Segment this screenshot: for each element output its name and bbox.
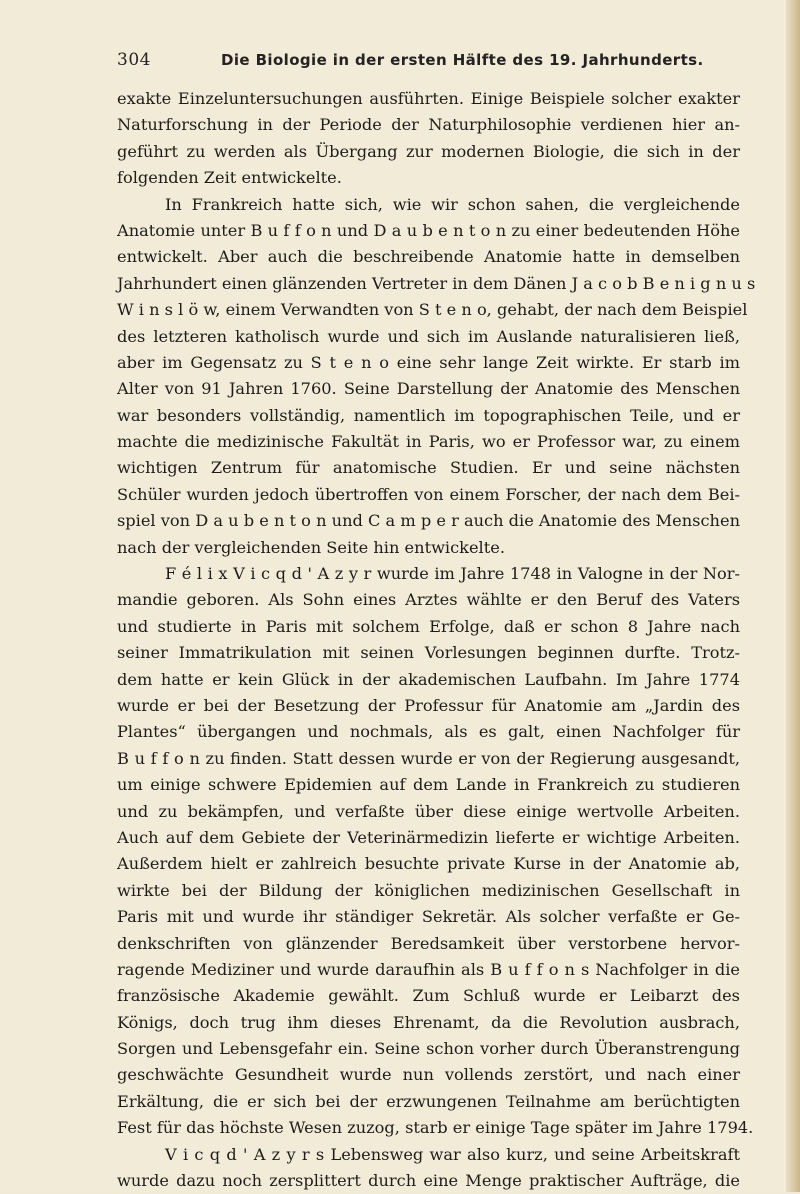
body-text — [117, 86, 756, 1194]
text-line: Plantes“ übergangen und nochmals, als es galt, einen Nachfolger für — [117, 722, 740, 742]
text-line: machte die medizinische Fakultät in Paris, wo er Professor war, zu einem — [117, 432, 740, 452]
page-edge — [786, 0, 800, 1192]
text-line: des letzteren katholisch wurde und sich im Auslande naturalisieren ließ, — [117, 326, 740, 346]
text-line: W i n s l ö w, einem Verwandten von S t e n o, gehabt, der nach dem Beispiel — [117, 300, 748, 320]
text-line: Auch auf dem Gebiete der Veterinärmedizin lieferte er wichtige Arbeiten. — [117, 827, 740, 847]
text-line: wirkte bei der Bildung der königlichen medizinischen Gesellschaft in — [117, 880, 740, 900]
text-line: französische Akademie gewählt. Zum Schluß wurde er Leibarzt des — [117, 986, 740, 1006]
text-line: B u f f o n zu finden. Statt dessen wurde er von der Regierung ausgesandt, — [117, 748, 740, 768]
text-line: ragende Mediziner und wurde daraufhin als B u f f o n s Nachfolger in die — [117, 959, 740, 979]
text-line: Außerdem hielt er zahlreich besuchte private Kurse in der Anatomie ab, — [117, 854, 740, 874]
text-line: war besonders vollständig, namentlich im topographischen Teile, und er — [117, 405, 740, 425]
text-line: Naturforschung in der Periode der Naturphilosophie verdienen hier an- — [117, 115, 740, 135]
text-line: und studierte in Paris mit solchem Erfolge, daß er schon 8 Jahre nach — [117, 616, 740, 636]
text-line: mandie geboren. Als Sohn eines Arztes wählte er den Beruf des Vaters — [117, 590, 740, 610]
text-line: Königs, doch trug ihm dieses Ehrenamt, da die Revolution ausbrach, — [117, 1012, 740, 1032]
text-line: und zu bekämpfen, und verfaßte über diese einige wertvolle Arbeiten. — [117, 801, 740, 821]
text-line: Fest für das höchste Wesen zuzog, starb er einige Tage später im Jahre 1794. — [117, 1118, 754, 1138]
text-line: Paris mit und wurde ihr ständiger Sekretär. Als solcher verfaßte er Ge- — [117, 907, 740, 927]
text-line: wurde dazu noch zersplittert durch eine Menge praktischer Aufträge, die — [117, 1171, 740, 1191]
running-head: Die Biologie in der ersten Hälfte des 19. Jahrhunderts. — [221, 51, 704, 69]
text-line: dem hatte er kein Glück in der akademischen Laufbahn. Im Jahre 1774 — [117, 669, 740, 689]
text-line: wurde er bei der Besetzung der Professur für Anatomie am „Jardin des — [117, 695, 740, 715]
text-line: Alter von 91 Jahren 1760. Seine Darstellung der Anatomie des Menschen — [117, 379, 740, 399]
text-line: um einige schwere Epidemien auf dem Lande in Frankreich zu studieren — [117, 775, 740, 795]
text-line: geführt zu werden als Übergang zur modernen Biologie, die sich in der — [117, 141, 740, 161]
text-line: Sorgen und Lebensgefahr ein. Seine schon vorher durch Überanstrengung — [117, 1039, 740, 1059]
text-line: In Frankreich hatte sich, wie wir schon sahen, die vergleichende — [165, 194, 740, 214]
text-line: exakte Einzeluntersuchungen ausführten. Einige Beispiele solcher exakter — [117, 89, 740, 108]
text-line: wichtigen Zentrum für anatomische Studien. Er und seine nächsten — [117, 458, 740, 478]
text-line: F é l i x V i c q d ' A z y r wurde im Jahre 1748 in Valogne in der Nor- — [165, 564, 740, 584]
text-line: spiel von D a u b e n t o n und C a m p e r auch die Anatomie des Menschen — [117, 511, 740, 531]
text-line: seiner Immatrikulation mit seinen Vorlesungen beginnen durfte. Trotz- — [117, 643, 740, 663]
text-line: entwickelt. Aber auch die beschreibende Anatomie hatte in demselben — [117, 247, 740, 267]
text-line: Erkältung, die er sich bei der erzwungenen Teilnahme am berüchtigten — [117, 1091, 740, 1111]
page-number: 304 — [117, 50, 151, 70]
text-line: V i c q d ' A z y r s Lebensweg war also kurz, und seine Arbeitskraft — [165, 1144, 740, 1164]
text-line: denkschriften von glänzender Beredsamkeit über verstorbene hervor- — [117, 933, 740, 953]
text-line: geschwächte Gesundheit wurde nun vollends zerstört, und nach einer — [117, 1065, 740, 1085]
text-line: Jahrhundert einen glänzenden Vertreter in dem Dänen J a c o b B e n i g n u s — [117, 273, 756, 293]
text-line: folgenden Zeit entwickelte. — [117, 168, 342, 188]
text-line: Schüler wurden jedoch übertroffen von einem Forscher, der nach dem Bei- — [117, 484, 740, 504]
text-line: aber im Gegensatz zu S t e n o eine sehr lange Zeit wirkte. Er starb im — [117, 352, 740, 372]
text-line: nach der vergleichenden Seite hin entwickelte. — [117, 537, 505, 557]
text-line: Anatomie unter B u f f o n und D a u b e n t o n zu einer bedeutenden Höhe — [117, 220, 740, 240]
page-header — [117, 48, 741, 74]
